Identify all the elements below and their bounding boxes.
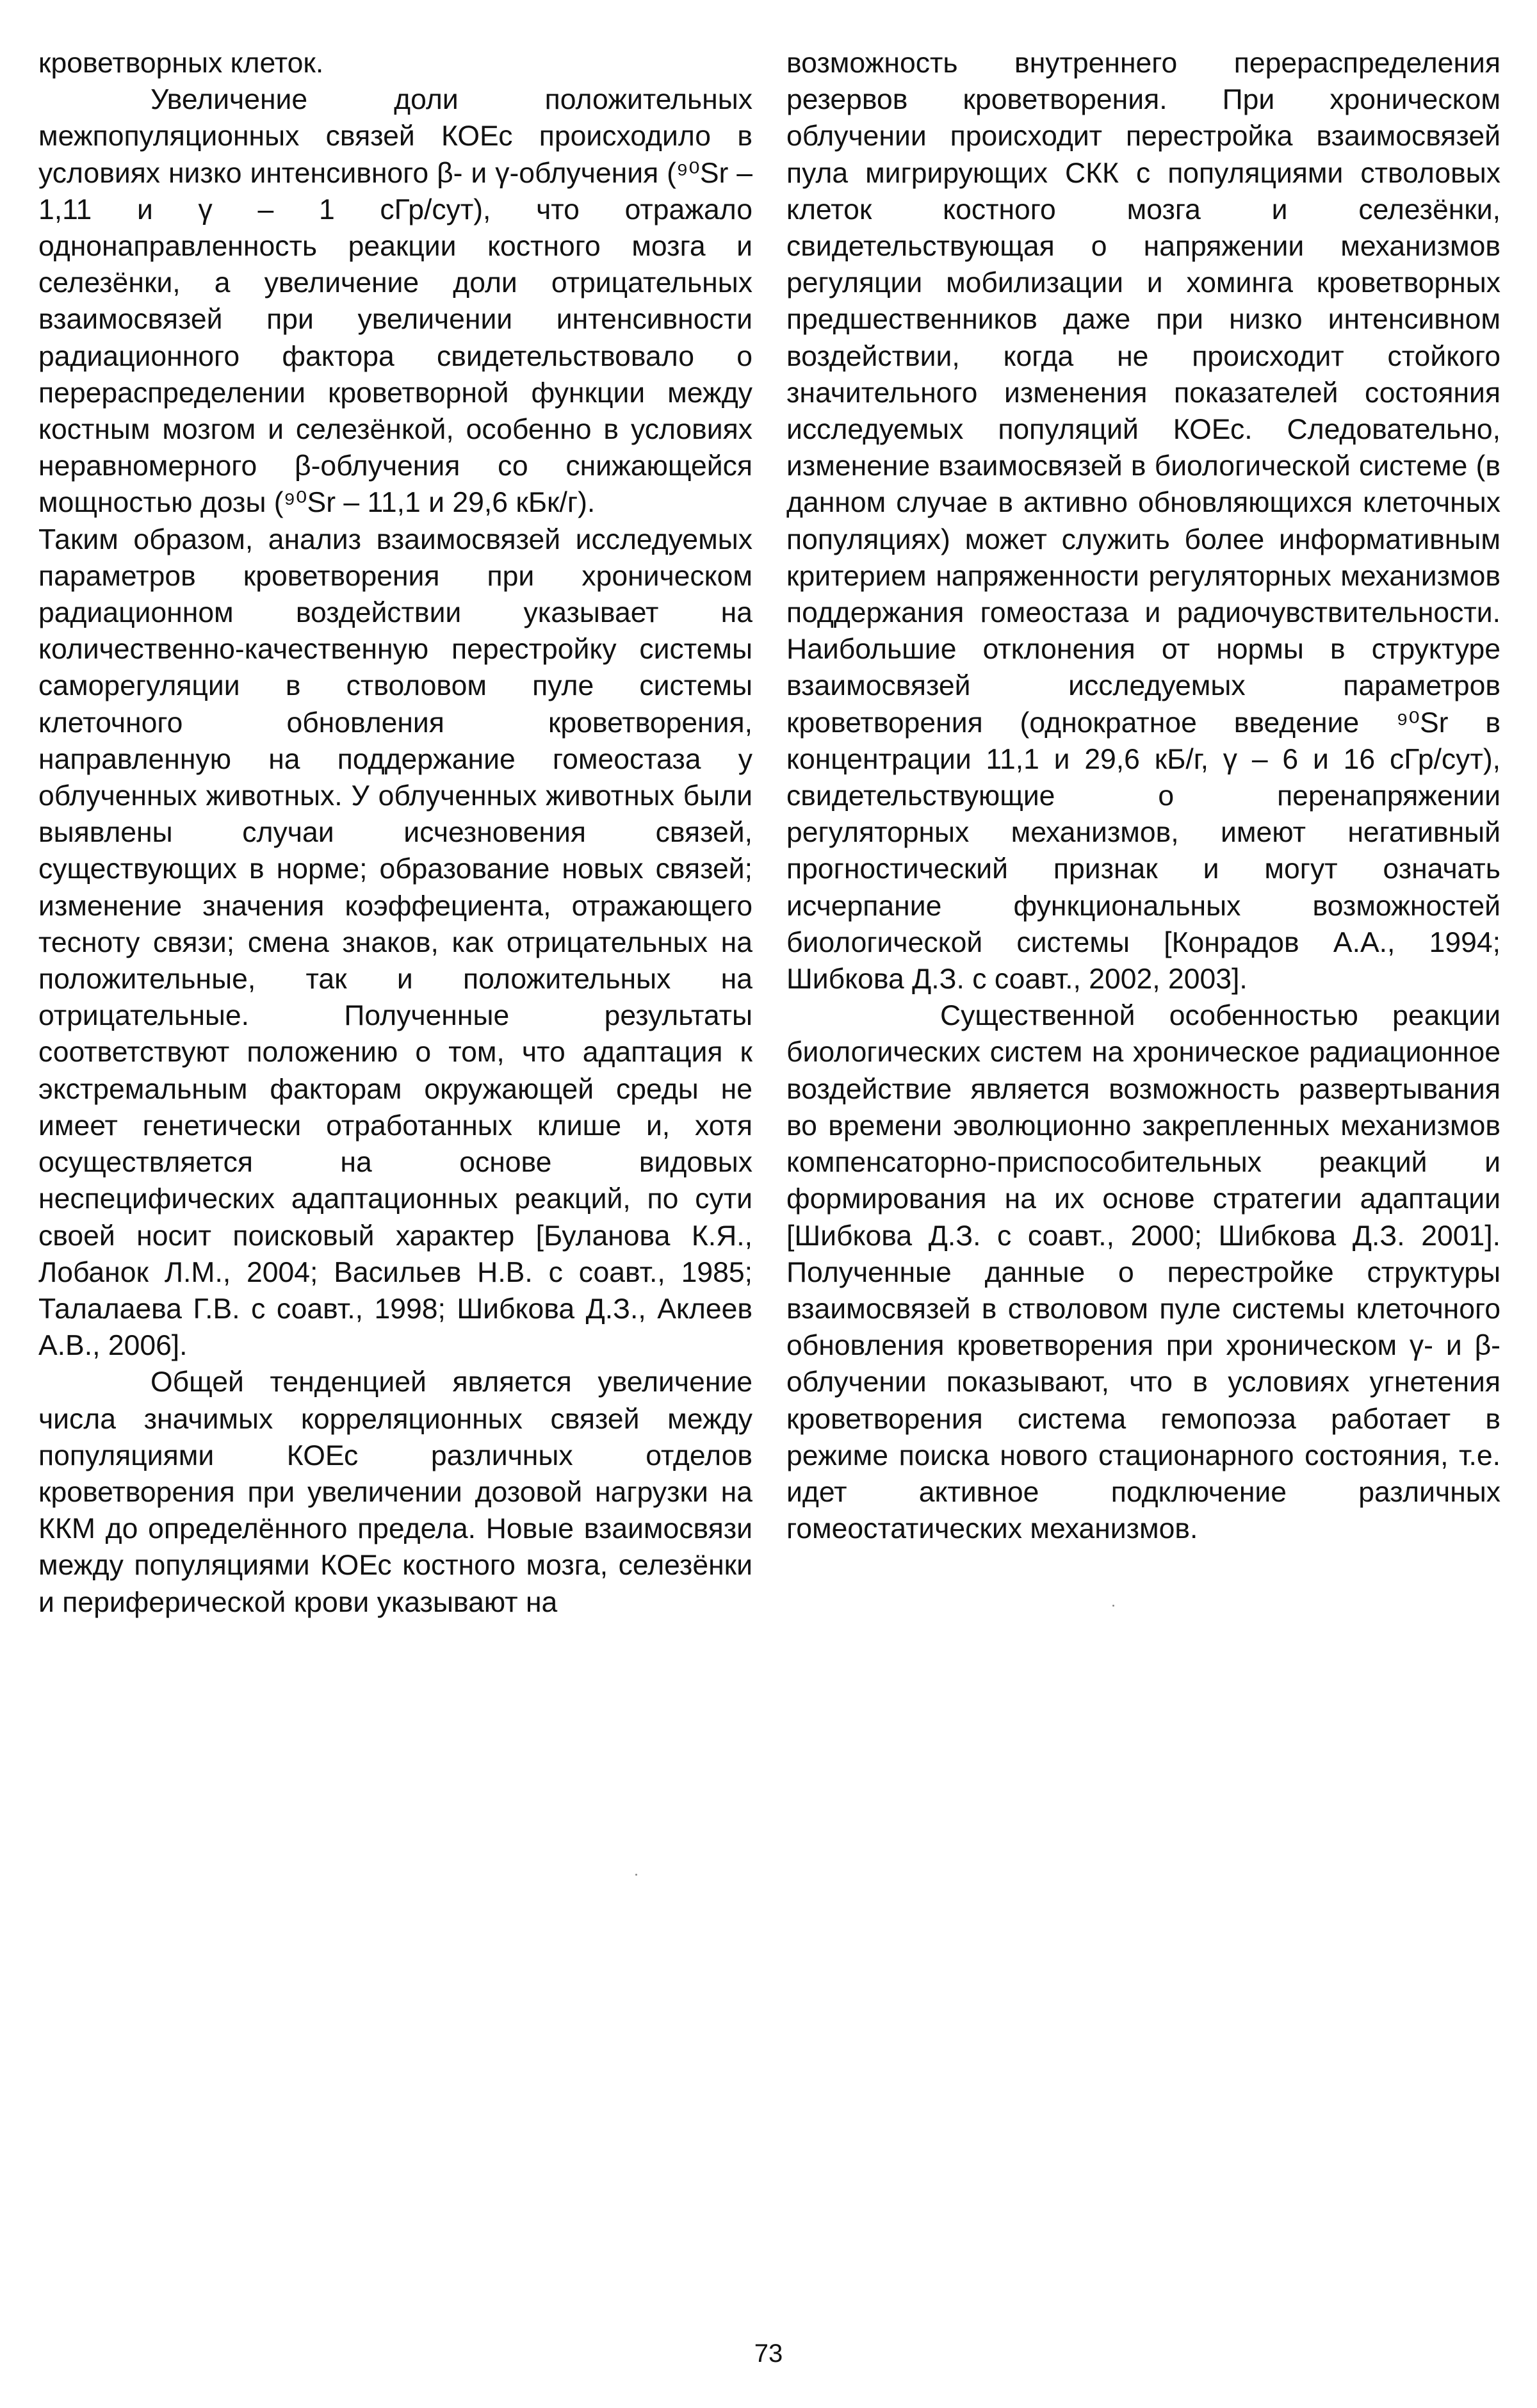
paragraph-continuation: кроветворных клеток. — [38, 47, 324, 79]
paragraph-adaptation-strategy: Существенной особенностью реакции биологических систем на хроническое радиационное воздействие является возможность развертывания во времени эволюционно закрепленных механизмов компенсаторно-приспособительных реакций и формирования на их основе стратегии адаптации [Шибкова Д.З. с соавт., 2000; Шибкова Д.З. 2001]. Полученные данные о перестройке структуры взаимосвязей в стволовом пуле системы клеточного обновления кроветворения при хроническом γ- и β-облучении показывают, что в условиях угнетения кроветворения система гемопоэза работает в режиме поиска нового стационарного состояния, т.е. идет активное подключение различных гомеостатических механизмов. — [786, 1000, 1500, 1545]
scan-speck — [635, 1874, 637, 1876]
paragraph-general-trend: Общей тенденцией является увеличение числа значимых корреляционных связей между популяциями КОЕс различных отделов кроветворения при увеличении дозовой нагрузки на ККМ до определённого предела. Новые взаимосвязи между популяциями КОЕс костного мозга, селезёнки и периферической крови указывают на — [38, 1366, 752, 1618]
left-text-column — [38, 45, 752, 1621]
paragraph-conclusion: Таким образом, анализ взаимосвязей исследуемых параметров кроветворения при хроническом радиационном воздействии указывает на количественно-качественную перестройку системы саморегуляции в стволовом пуле системы клеточного обновления кроветворения, направленную на поддержание гомеостаза у облученных животных. У облученных животных были выявлены случаи исчезновения связей, существующих в норме; образование новых связей; изменение значения коэффециента, отражающего тесноту связи; смена знаков, как отрицательных на положительные, так и положительных на отрицательные. Полученные результаты соответствуют положению о том, что адаптация к экстремальным факторам окружающей среды не имеет генетически отработанных клише и, хотя осуществляется на основе видовых неспецифических адаптационных реакций, по сути своей носит поисковый характер [Буланова К.Я., Лобанок Л.М., 2004; Васильев Н.В. с соавт., 1985; Талалаева Г.В. с соавт., 1998; Шибкова Д.З., Аклеев А.В., 2006]. — [38, 523, 752, 1362]
paragraph-redistribution: возможность внутреннего перераспределения резервов кроветворения. При хроническом облучении происходит перестройка взаимосвязей пула мигрирующих СКК с популяциями стволовых клеток костного мозга и селезёнки, свидетельствующая о напряжении механизмов регуляции мобилизации и хоминга кроветворных предшественников даже при низко интенсивном воздействии, когда не происходит стойкого значительного изменения показателей состояния исследуемых популяций КОЕс. Следовательно, изменение взаимосвязей в биологической системе (в данном случае в активно обновляющихся клеточных популяциях) может служить более информативным критерием напряженности регуляторных механизмов поддержания гомеостаза и радиочувствительности. Наибольшие отклонения от нормы в структуре взаимосвязей исследуемых параметров кроветворения (однократное введение ⁹⁰Sr в концентрации 11,1 и 29,6 кБ/г, γ – 6 и 16 сГр/сут), свидетельствующие о перенапряжении регуляторных механизмов, имеют негативный прогностический признак и могут означать исчерпание функциональных возможностей биологической системы [Конрадов А.А., 1994; Шибкова Д.З. с соавт., 2002, 2003]. — [786, 47, 1500, 995]
scan-speck — [1112, 1605, 1114, 1607]
page-number: 73 — [754, 2339, 783, 2368]
paragraph-positive-links: Увеличение доли положительных межпопуляционных связей КОЕс происходило в условиях низко интенсивного β- и γ-облучения (⁹⁰Sr – 1,11 и γ – 1 сГр/сут), что отражало однонаправленность реакции костного мозга и селезёнки, а увеличение доли отрицательных взаимосвязей при увеличении интенсивности радиационного фактора свидетельствовало о перераспределении кроветворной функции между костным мозгом и селезёнкой, особенно в условиях неравномерного β-облучения со снижающейся мощностью дозы (⁹⁰Sr – 11,1 и 29,6 кБк/г). — [38, 84, 752, 519]
right-text-column — [786, 45, 1500, 1547]
